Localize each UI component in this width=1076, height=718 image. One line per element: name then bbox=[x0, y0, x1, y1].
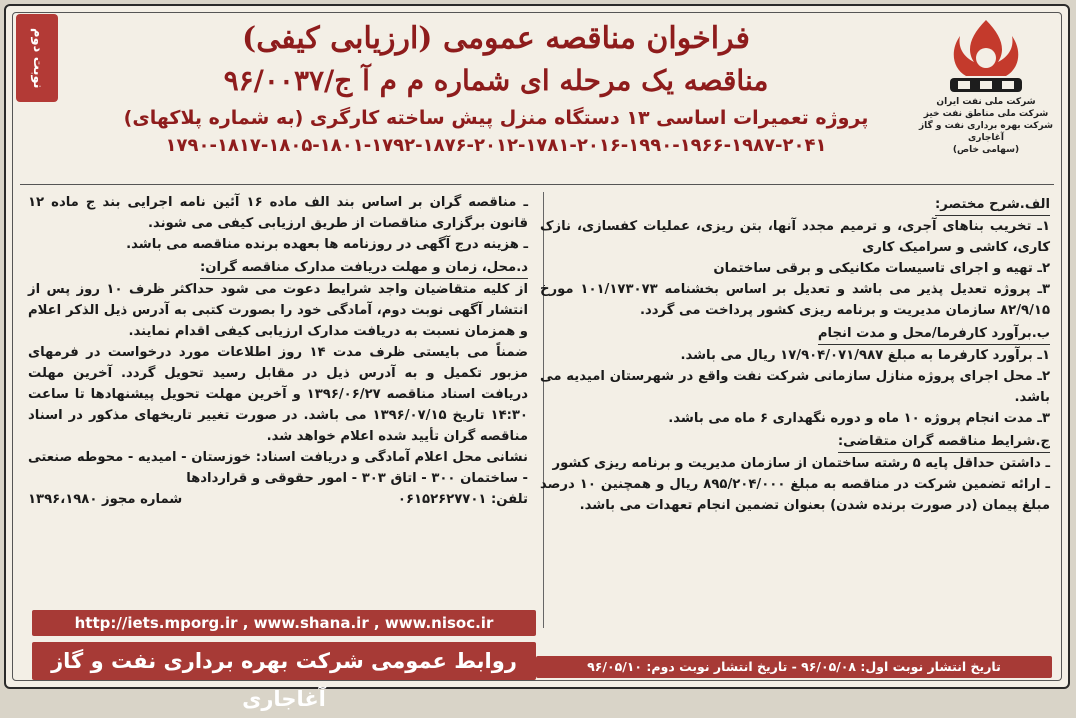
phone-number: تلفن: ۰۶۱۵۲۶۲۷۷۰۱ bbox=[397, 492, 528, 507]
section-be-heading: ب.برآورد کارفرما/محل و مدت انجام bbox=[818, 323, 1050, 345]
item-b1: ۱ـ برآورد کارفرما به مبلغ ۱۷/۹۰۴/۰۷۱/۹۸۷ ریال می باشد. bbox=[680, 348, 1050, 363]
item-d3: نشانی محل اعلام آمادگی و دریافت اسناد: خوزستان - امیدیه - محوطه صنعتی - ساختمان ۳۰۰ - اتاق ۳۰۳ - امور حقوقی و قراردادها bbox=[28, 450, 528, 486]
contact-block bbox=[28, 489, 528, 510]
item-b3: ۳ـ مدت انجام پروژه ۱۰ ماه و دوره نگهداری ۶ ماه می باشد. bbox=[668, 411, 1050, 426]
item-c2: ـ ارائه تضمین شرکت در مناقصه به مبلغ ۸۹۵/۲۰۴/۰۰۰ ریال و همچنین ۱۰ درصد مبلغ پیمان (در صورت برنده شدن) بعنوان تضمین انجام تعهدات می باشد. bbox=[540, 477, 1050, 513]
org-name-1: شرکت ملی نفت ایران bbox=[936, 97, 1036, 107]
item-d1: از کلیه متقاضیان واجد شرایط دعوت می شود حداکثر ظرف ۱۰ روز پس از انتشار آگهی نوبت دوم، آمادگی خود را بصورت کتبی به آدرس ذیل الذکر اعلام و همزمان نسبت به دریافت مدارک ارزیابی کیفی اقدام نمایند. bbox=[28, 282, 528, 339]
permit-number: شماره مجوز ۱۳۹۶،۱۹۸۰ bbox=[28, 492, 183, 507]
flame-logo-icon bbox=[940, 16, 1032, 96]
item-l2: ـ هزینه درج آگهی در روزنامه ها بعهده برنده مناقصه می باشد. bbox=[126, 237, 528, 252]
header-divider bbox=[20, 184, 1054, 185]
org-name-4: (سهامی خاص) bbox=[952, 145, 1020, 155]
publication-dates: تاریخ انتشار نوبت اول: ۹۶/۰۵/۰۸ - تاریخ انتشار نوبت دوم: ۹۶/۰۵/۱۰ bbox=[536, 656, 1052, 678]
org-name-3: شرکت بهره برداری نفت و گاز آغاجاری bbox=[919, 121, 1053, 143]
item-d2: ضمناً می بایستی ظرف مدت ۱۴ روز اطلاعات مورد درخواست در فرمهای مزبور تکمیل و به آدرس ذیل در مقابل رسید تحویل گردد. آخرین مهلت دریافت اسناد مناقصه ۱۳۹۶/۰۶/۲۷ و آخرین مهلت تحویل پیشنهادها تا ساعت ۱۴:۳۰ تاریخ ۱۳۹۶/۰۷/۱۵ می باشد. در صورت تغییر تاریخهای مذکور در اسناد مناقصه گران تأیید شده اعلام خواهد شد. bbox=[28, 345, 528, 444]
plate-numbers: ۱۷۹۰-۱۸۱۷-۱۸۰۵-۱۸۰۱-۱۷۹۲-۱۸۷۶-۲۰۱۲-۱۷۸۱-۲۰۱۶-۱۹۹۰-۱۹۶۶-۱۹۸۷-۲۰۴۱ bbox=[165, 135, 827, 156]
section-je-heading: ج.شرایط مناقصه گران متقاضی: bbox=[838, 431, 1050, 453]
notice-title: فراخوان مناقصه عمومی (ارزیابی کیفی) bbox=[242, 21, 750, 56]
item-a1: ۱ـ تخریب بناهای آجری، و ترمیم مجدد آنها، بتن ریزی، عملیات کفسازی، نازک کاری، کاشی و سرامیک کاری bbox=[540, 219, 1050, 255]
left-column bbox=[28, 192, 528, 510]
item-a3: ۳ـ پروژه تعدیل پذیر می باشد و تعدیل بر اساس بخشنامه ۱۰۱/۱۷۳۰۷۳ مورخ ۸۲/۹/۱۵ سازمان مدیریت و برنامه ریزی کشور پرداخت می گردد. bbox=[540, 282, 1051, 318]
website-links: http://iets.mporg.ir , www.shana.ir , www.nisoc.ir bbox=[32, 610, 536, 636]
project-title: پروژه تعمیرات اساسی ۱۳ دستگاه منزل پیش ساخته کارگری (به شماره پلاکهای) bbox=[123, 107, 869, 129]
section-alef-heading: الف.شرح مختصر: bbox=[935, 194, 1050, 216]
section-dal-heading: د.محل، زمان و مهلت دریافت مدارک مناقصه گران: bbox=[200, 257, 528, 279]
second-publication-badge: نوبت دوم bbox=[16, 14, 58, 102]
item-a2: ۲ـ تهیه و اجرای تاسیسات مکانیکی و برقی ساختمان bbox=[713, 261, 1050, 276]
item-c1: ـ داشتن حداقل پایه ۵ رشته ساختمان از سازمان مدیریت و برنامه ریزی کشور bbox=[552, 456, 1050, 471]
notice-header bbox=[76, 20, 916, 180]
tender-number: مناقصه یک مرحله ای شماره م م آ ج/۹۶/۰۰۳۷ bbox=[223, 64, 769, 97]
item-l1: ـ مناقصه گران بر اساس بند الف ماده ۱۶ آئین نامه اجرایی بند ج ماده ۱۲ قانون برگزاری مناقصات از طریق ارزیابی کیفی می شوند. bbox=[28, 195, 528, 231]
right-column bbox=[540, 192, 1050, 516]
company-logo bbox=[916, 16, 1056, 156]
item-b2: ۲ـ محل اجرای پروژه منازل سازمانی شرکت نفت واقع در شهرستان امیدیه می باشد. bbox=[540, 369, 1050, 405]
org-name-2: شرکت ملی مناطق نفت خیز bbox=[923, 109, 1049, 119]
public-relations-banner: روابط عمومی شرکت بهره برداری نفت و گاز آغاجاری bbox=[32, 642, 536, 680]
tender-notice bbox=[4, 4, 1070, 711]
